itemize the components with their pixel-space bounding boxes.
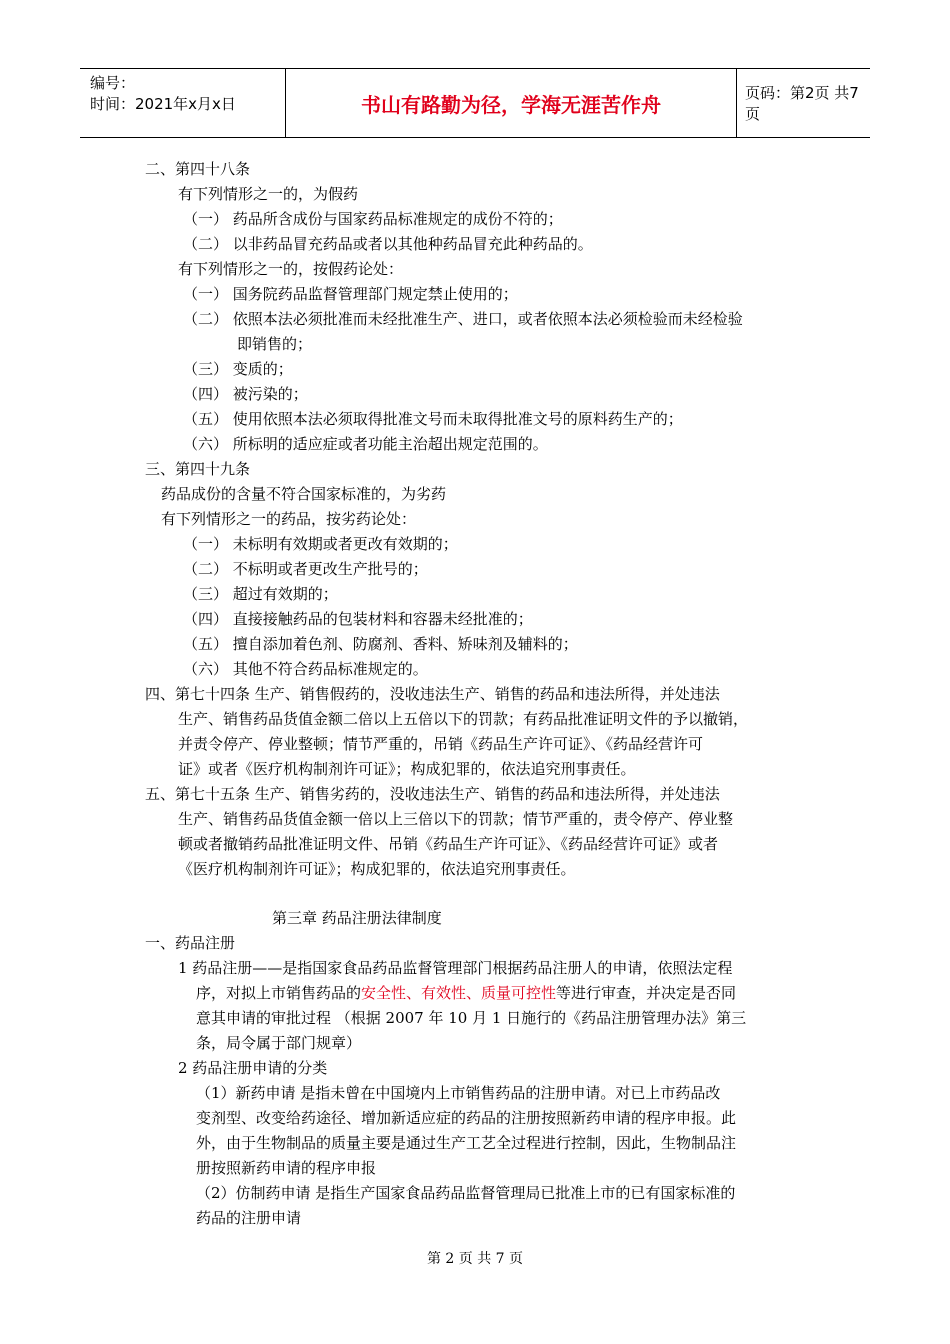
paragraph-line: 外，由于生物制品的质量主要是通过生产工艺全过程进行控制，因此，生物制品注: [196, 1134, 737, 1152]
paragraph: 有下列情形之一的，为假药: [178, 185, 359, 203]
highlighted-text: 安全性、有效性、质量可控性: [361, 984, 557, 1002]
section-heading: 五、第七十五条 生产、销售劣药的，没收违法生产、销售的药品和违法所得，并处违法: [145, 785, 720, 803]
paragraph-line: 意其申请的审批过程 （根据 2007 年 10 月 1 日施行的《药品注册管理办法》第三: [196, 1009, 747, 1027]
paragraph-line: 1 药品注册——是指国家食品药品监督管理部门根据药品注册人的申请，依照法定程: [178, 959, 733, 977]
list-item: （五） 使用依照本法必须取得批准文号而未取得批准文号的原料药生产的；: [183, 410, 683, 428]
header-page-info: 页码：第2页 共7页: [745, 84, 859, 123]
text-run: 序，对拟上市销售药品的: [196, 984, 362, 1002]
subsection-heading: 2 药品注册申请的分类: [178, 1059, 328, 1077]
section-heading: 一、药品注册: [145, 934, 236, 952]
doc-number-label: 编号：: [90, 74, 136, 92]
paragraph-line: [196, 984, 736, 1003]
paragraph-line: 条，局令属于部门规章）: [196, 1034, 362, 1052]
header-page-info-cell: [737, 69, 870, 137]
list-item: （四） 直接接触药品的包装材料和容器未经批准的；: [183, 610, 533, 628]
list-item: （六） 其他不符合药品标准规定的。: [183, 660, 428, 678]
paragraph: 有下列情形之一的，按假药论处：: [178, 260, 404, 278]
list-item: （二） 以非药品冒充药品或者以其他种药品冒充此种药品的。: [183, 235, 593, 253]
paragraph-line: 变剂型、改变给药途径、增加新适应症的药品的注册按照新药申请的程序申报。此: [196, 1109, 737, 1127]
list-item: （三） 变质的；: [183, 360, 293, 378]
paragraph-line: 顿或者撤销药品批准证明文件、吊销《药品生产许可证》、《药品经营许可证》或者: [178, 835, 719, 853]
list-item: （二） 不标明或者更改生产批号的；: [183, 560, 428, 578]
text-run: 等进行审查，并决定是否同: [556, 984, 737, 1002]
doc-date-label: 时间：2021年x月x日: [90, 95, 236, 113]
header-motto: 书山有路勤为径，学海无涯苦作舟: [361, 92, 661, 117]
paragraph-line: （2）仿制药申请 是指生产国家食品药品监督管理局已批准上市的已有国家标准的: [196, 1184, 736, 1202]
list-item: （二） 依照本法必须批准而未经批准生产、进口，或者依照本法必须检验而未经检验: [183, 310, 743, 328]
paragraph-line: 册按照新药申请的程序申报: [196, 1159, 377, 1177]
paragraph: 药品成份的含量不符合国家标准的，为劣药: [161, 485, 447, 503]
header-meta: [80, 69, 285, 137]
paragraph: 有下列情形之一的药品，按劣药论处：: [161, 510, 417, 528]
header-motto-cell: [285, 69, 737, 137]
list-item: （一） 国务院药品监督管理部门规定禁止使用的；: [183, 285, 518, 303]
list-item: （四） 被污染的；: [183, 385, 308, 403]
chapter-title: 第三章 药品注册法律制度: [272, 909, 442, 927]
list-item: （一） 未标明有效期或者更改有效期的；: [183, 535, 458, 553]
paragraph-line: 生产、销售药品货值金额一倍以上三倍以下的罚款；情节严重的，责令停产、停业整: [178, 810, 734, 828]
list-item-continuation: 即销售的；: [237, 335, 313, 353]
section-heading: 二、第四十八条: [145, 160, 251, 178]
paragraph-line: 《医疗机构制剂许可证》；构成犯罪的，依法追究刑事责任。: [178, 860, 576, 878]
paragraph-line: 生产、销售药品货值金额二倍以上五倍以下的罚款；有药品批准证明文件的予以撤销，: [178, 710, 749, 728]
page-header: [80, 68, 870, 138]
paragraph-line: 证》或者《医疗机构制剂许可证》；构成犯罪的，依法追究刑事责任。: [178, 760, 636, 778]
list-item: （三） 超过有效期的；: [183, 585, 338, 603]
page-footer: 第 2 页 共 7 页: [426, 1251, 524, 1267]
paragraph-line: 并责令停产、停业整顿；情节严重的，吊销《药品生产许可证》、《药品经营许可: [178, 735, 704, 753]
list-item: （五） 擅自添加着色剂、防腐剂、香料、矫味剂及辅料的；: [183, 635, 578, 653]
section-heading: 三、第四十九条: [145, 460, 251, 478]
paragraph-line: 药品的注册申请: [196, 1209, 302, 1227]
paragraph-line: （1）新药申请 是指未曾在中国境内上市销售药品的注册申请。对已上市药品改: [196, 1084, 721, 1102]
list-item: （六） 所标明的适应症或者功能主治超出规定范围的。: [183, 435, 548, 453]
section-heading: 四、第七十四条 生产、销售假药的，没收违法生产、销售的药品和违法所得，并处违法: [145, 685, 720, 703]
list-item: （一） 药品所含成份与国家药品标准规定的成份不符的；: [183, 210, 563, 228]
